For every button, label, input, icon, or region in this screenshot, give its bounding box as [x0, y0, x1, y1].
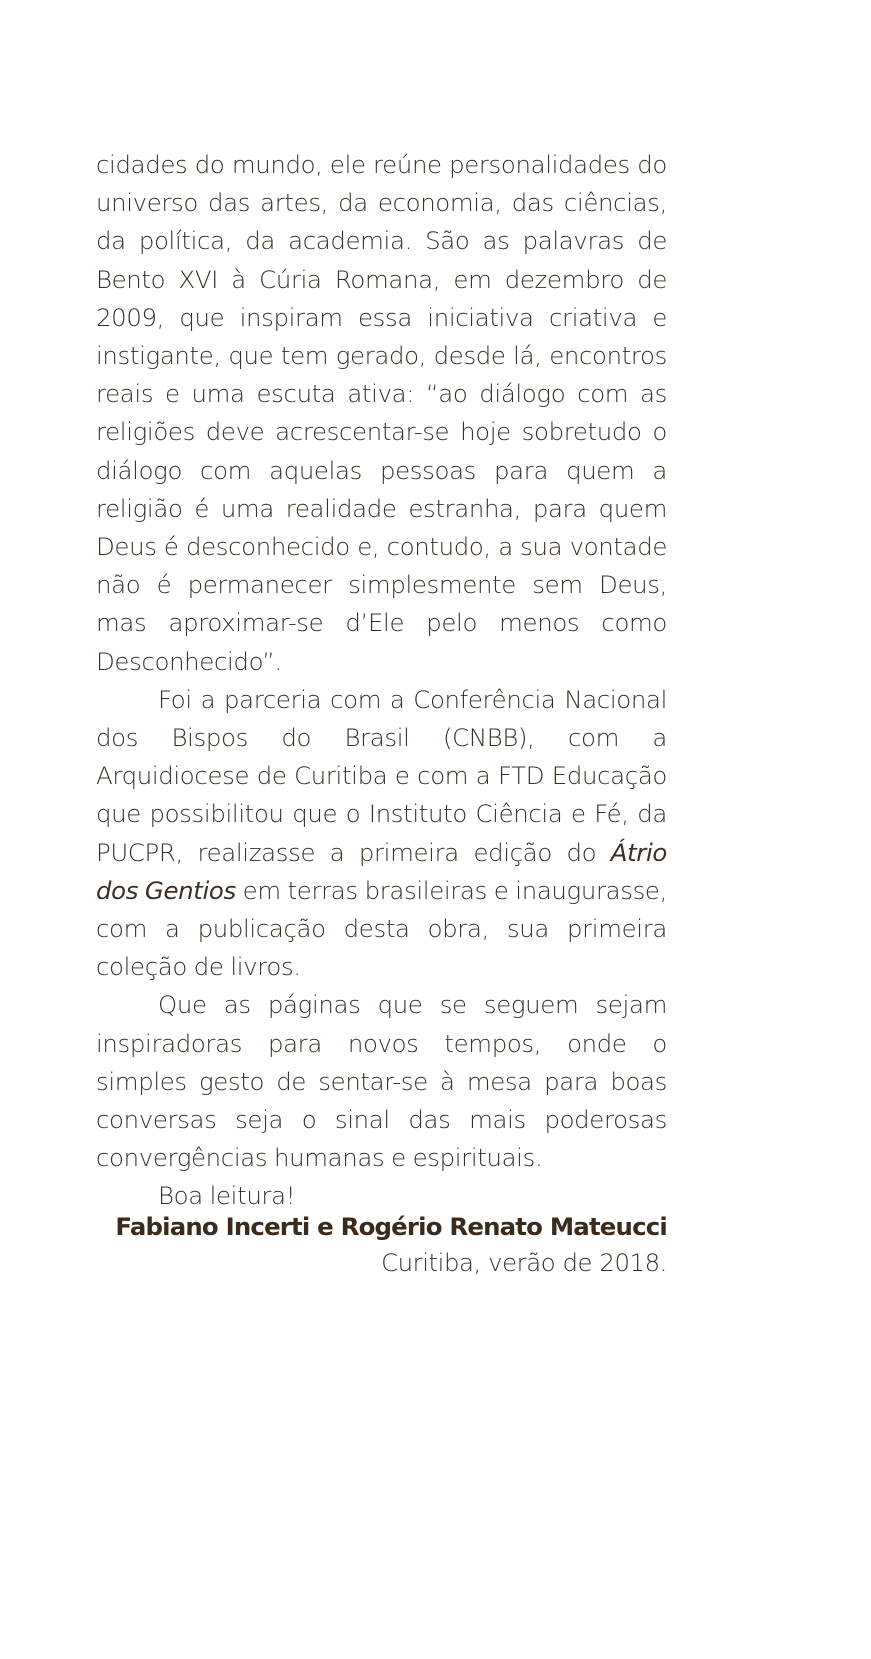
paragraph-2: [96, 681, 667, 987]
signature-place-date: Curitiba, verão de 2018.: [381, 1248, 667, 1277]
body-text: [96, 146, 667, 1216]
paragraph-2-text-start: Foi a parceria com a Conferência Nacional dos Bispos do Brasil (CNBB), com a Arquidiocese de Curitiba e com a FTD Educação que possibilitou que o Instituto Ciência e Fé, da PUCPR, realizasse a primeira edição do: [96, 684, 667, 867]
paragraph-1: cidades do mundo, ele reúne personalidades do universo das artes, da economia, das ciências, da política, da academia. São as palavras de Bento XVI à Cúria Romana, em dezembro de 2009, que inspiram essa iniciativa criativa e instigante, que tem gerado, desde lá, encontros reais e uma escuta ativa: “ao diálogo com as religiões deve acrescentar-se hoje sobretudo o diálogo com aquelas pessoas para quem a religião é uma realidade estranha, para quem Deus é desconhecido e, contudo, a sua vontade não é permanecer simplesmente sem Deus, mas aproximar-se d’Ele pelo menos como Desconhecido”.: [96, 150, 667, 676]
paragraph-3: Que as páginas que se seguem sejam inspiradoras para novos tempos, onde o simples gesto de sentar-se à mesa para boas conversas seja o sinal das mais poderosas convergências humanas e espirituais.: [96, 990, 667, 1173]
paragraph-2-text-end: em terras brasileiras e inaugurasse, com a publicação desta obra, sua primeira coleção de livros.: [96, 875, 667, 982]
signature-authors: Fabiano Incerti e Rogério Renato Mateucci: [115, 1212, 667, 1241]
closing-line: Boa leitura!: [158, 1181, 296, 1211]
signature-block: [115, 1209, 667, 1281]
book-title-italic: Átrio dos Gentios: [96, 837, 667, 905]
